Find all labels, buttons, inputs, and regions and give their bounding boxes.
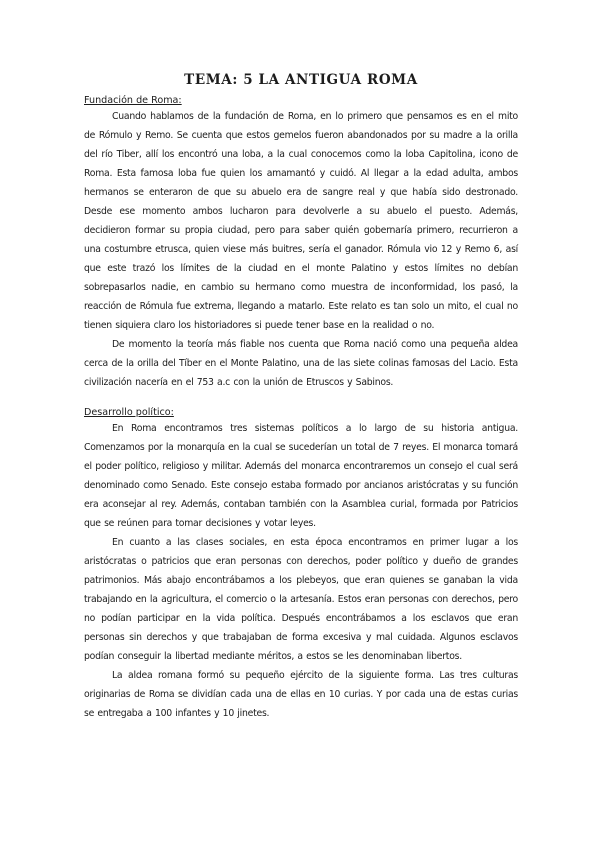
section-fundacion [84, 94, 518, 392]
paragraph: Cuando hablamos de la fundación de Roma, en lo primero que pensamos es en el mito de Rómulo y Remo. Se cuenta que estos gemelos fueron abandonados por su madre a la orilla del río Tiber, allí los encontró una loba, a la cual conocemos como la loba Capitolina, icono de Roma. Esta famosa loba fue quien los amamantó y cuidó. Al llegar a la edad adulta, ambos hermanos se enteraron de que su abuelo era de sangre real y que había sido destronado. Desde ese momento ambos lucharon para devolverle a su abuelo el puesto. Además, decidieron formar su propia ciudad, pero para saber quién gobernaría primero, recurrieron a una costumbre etrusca, quien viese más buitres, sería el ganador. Rómula vio 12 y Remo 6, así que este trazó los límites de la ciudad en el monte Palatino y estos límites no debían sobrepasarlos nadie, en cambio su hermano como muestra de inconformidad, los pasó, la reacción de Rómula fue extrema, llegando a matarlo. Este relato es tan solo un mito, el cual no tienen siquiera claro los historiadores si puede tener base en la realidad o no. [84, 111, 518, 331]
document-page [84, 72, 518, 723]
paragraph: La aldea romana formó su pequeño ejército de la siguiente forma. Las tres culturas originarias de Roma se dividían cada una de ellas en 10 curias. Y por cada una de estas curias se entregaba a 100 infantes y 10 jinetes. [84, 670, 518, 719]
paragraph: En cuanto a las clases sociales, en esta época encontramos en primer lugar a los aristócratas o patricios que eran personas con derechos, poder político y dueño de grandes patrimonios. Más abajo encontrábamos a los plebeyos, que eran quienes se ganaban la vida trabajando en la agricultura, el comercio o la artesanía. Estos eran personas con derechos, pero no podían participar en la vida política. Después encontrábamos a los esclavos que eran personas sin derechos y que trabajaban de forma excesiva y mal cuidada. Algunos esclavos podían conseguir la libertad mediante méritos, a estos se les denominaban libertos. [84, 537, 518, 662]
document-title: TEMA: 5 LA ANTIGUA ROMA [184, 72, 418, 88]
section-heading-fundacion: Fundación de Roma: [84, 95, 182, 106]
paragraph: En Roma encontramos tres sistemas políticos a lo largo de su historia antigua. Comenzamos por la monarquía en la cual se sucederían un total de 7 reyes. El monarca tomará el poder político, religioso y militar. Además del monarca encontraremos un consejo el cual será denominado como Senado. Este consejo estaba formado por ancianos aristócratas y su función era aconsejar al rey. Además, contaban también con la Asamblea curial, formada por Patricios que se reúnen para tomar decisiones y votar leyes. [84, 423, 518, 529]
section-heading-desarrollo-politico: Desarrollo político: [84, 407, 174, 418]
section-spacer [84, 392, 518, 406]
paragraph: De momento la teoría más fiable nos cuenta que Roma nació como una pequeña aldea cerca de la orilla del Tíber en el Monte Palatino, una de las siete colinas famosas del Lacio. Esta civilización nacería en el 753 a.c con la unión de Etruscos y Sabinos. [84, 339, 518, 388]
section-desarrollo-politico [84, 406, 518, 723]
